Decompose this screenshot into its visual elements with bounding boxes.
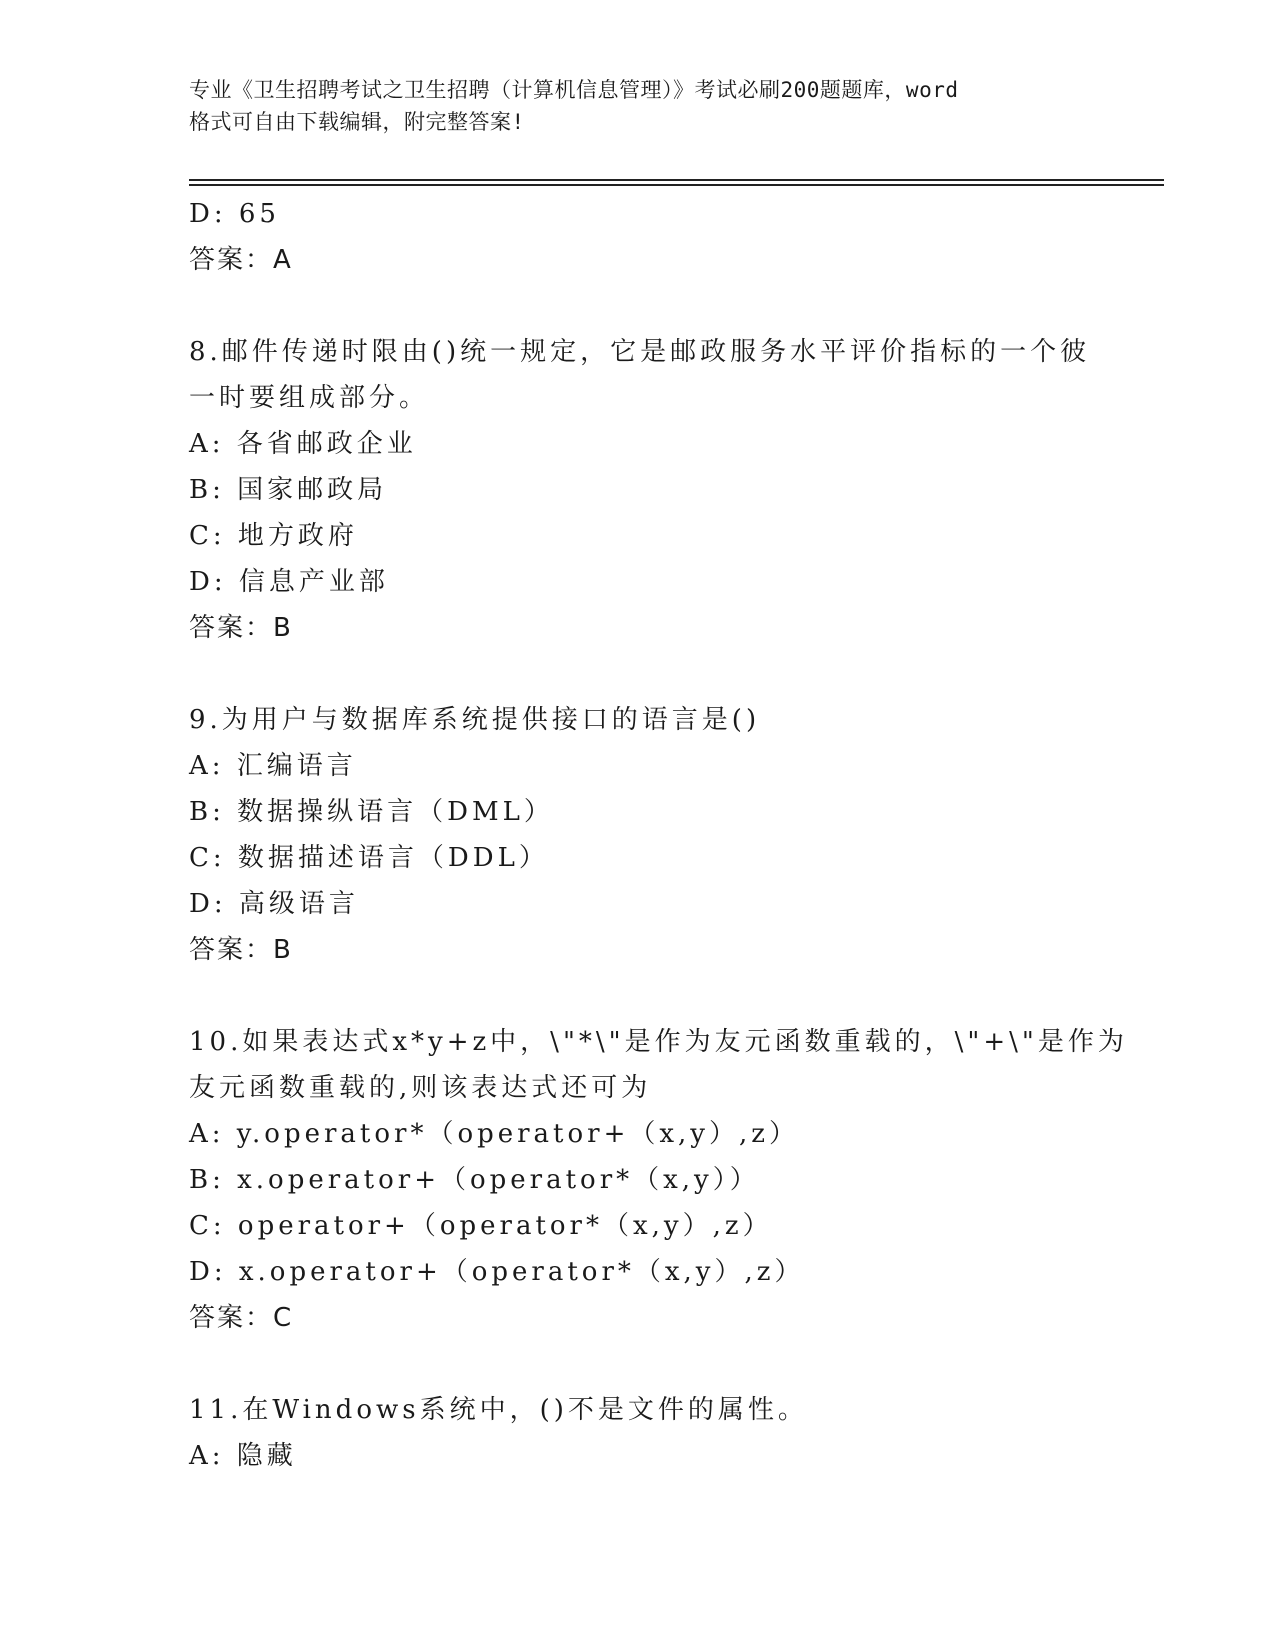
option-c: C: 地方政府 xyxy=(189,521,358,551)
spacer xyxy=(189,283,1089,329)
question-10 xyxy=(189,1019,1128,1341)
option-a: A: 隐藏 xyxy=(189,1441,297,1471)
option-c: C: operator+（operator*（x,y）,z） xyxy=(189,1211,773,1241)
document-header xyxy=(189,74,1089,138)
option-a: A: y.operator*（operator+（x,y）,z） xyxy=(189,1119,799,1149)
option-a: A: 各省邮政企业 xyxy=(189,429,417,459)
header-divider-top xyxy=(189,179,1164,181)
option-c: C: 数据描述语言（DDL） xyxy=(189,843,549,873)
option-d: D: x.operator+（operator*（x,y）,z） xyxy=(189,1257,805,1287)
spacer xyxy=(189,973,1089,1019)
answer-line: 答案：A xyxy=(189,245,293,275)
option-d: D: 65 xyxy=(189,199,280,229)
header-title-line1: 专业《卫生招聘考试之卫生招聘（计算机信息管理）》考试必刷200题题库，word xyxy=(189,78,959,102)
spacer xyxy=(189,651,1089,697)
answer-line: 答案：B xyxy=(189,613,293,643)
header-divider-bottom xyxy=(189,184,1164,186)
question-stem: 10.如果表达式x*y+z中，\"*\"是作为友元函数重载的，\"+\"是作为 xyxy=(189,1027,1128,1057)
option-b: B: 国家邮政局 xyxy=(189,475,388,505)
question-11 xyxy=(189,1387,1089,1479)
question-stem-continued: 友元函数重载的,则该表达式还可为 xyxy=(189,1073,652,1103)
answer-line: 答案：B xyxy=(189,935,293,965)
question-list xyxy=(189,191,1128,1479)
option-d: D: 信息产业部 xyxy=(189,567,389,597)
spacer xyxy=(189,1341,1089,1387)
option-b: B: x.operator+（operator*（x,y）） xyxy=(189,1165,760,1195)
header-title-line2: 格式可自由下载编辑，附完整答案! xyxy=(189,110,525,134)
option-d: D: 高级语言 xyxy=(189,889,359,919)
question-8 xyxy=(189,329,1089,651)
question-stem: 9.为用户与数据库系统提供接口的语言是() xyxy=(189,705,761,735)
question-9 xyxy=(189,697,1089,973)
question-stem: 11.在Windows系统中，()不是文件的属性。 xyxy=(189,1395,808,1425)
question-stem-continued: 一时要组成部分。 xyxy=(189,383,430,413)
question-stem: 8.邮件传递时限由()统一规定，它是邮政服务水平评价指标的一个彼 xyxy=(189,337,1091,367)
option-b: B: 数据操纵语言（DML） xyxy=(189,797,554,827)
option-a: A: 汇编语言 xyxy=(189,751,357,781)
answer-line: 答案：C xyxy=(189,1303,294,1333)
